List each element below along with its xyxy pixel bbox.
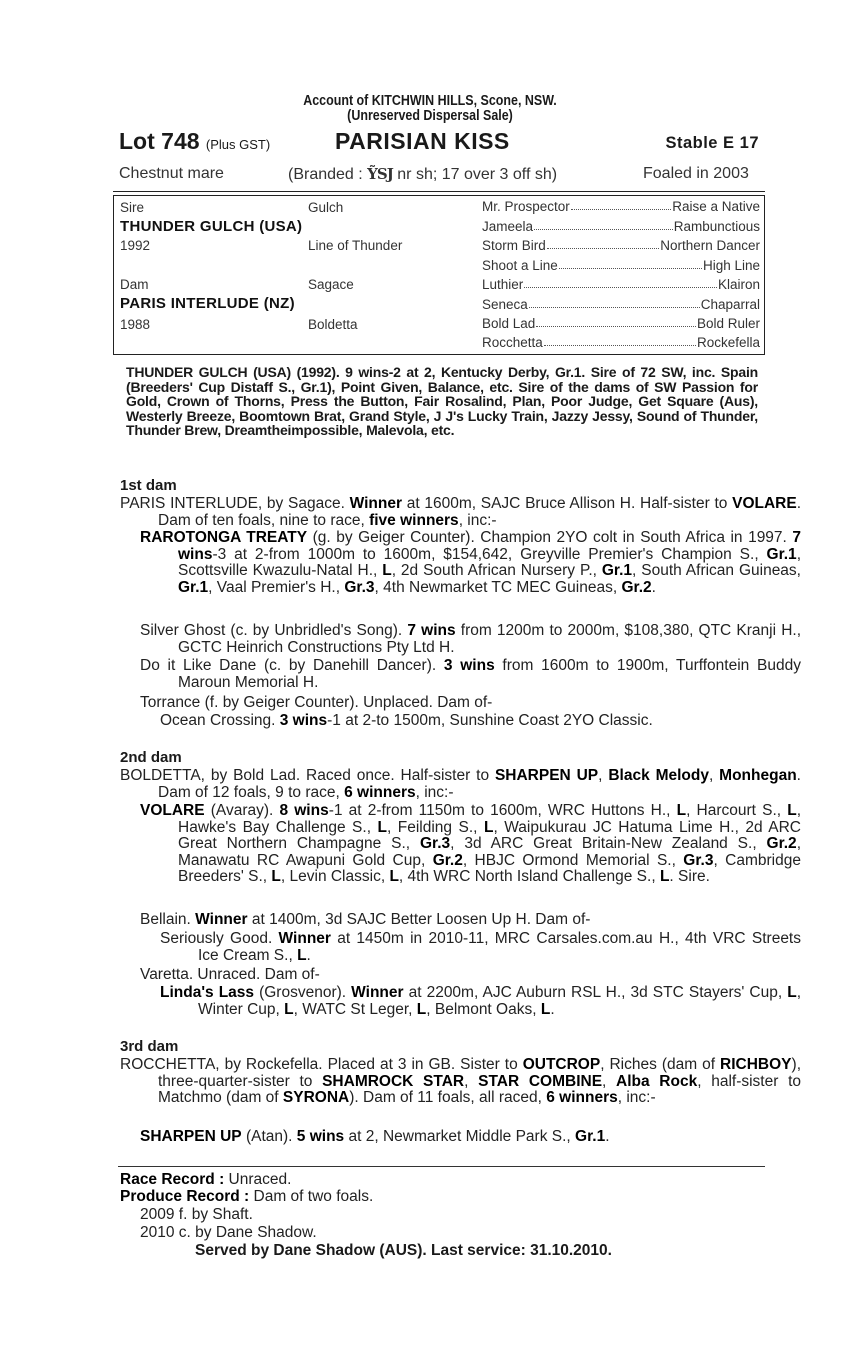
sale-type: (Unreserved Dispersal Sale) (347, 108, 513, 124)
gen3-right: Bold Ruler (696, 316, 760, 331)
lot-number (119, 128, 270, 155)
gen3-left: Jameela (482, 219, 534, 234)
gen3-right: Chaparral (700, 297, 760, 312)
vendor-account: Account of KITCHWIN HILLS, Scone, NSW. (303, 93, 557, 109)
progeny-entry: Silver Ghost (c. by Unbridled's Song). 7 wins from 1200m to 2000m, $108,380, QTC Kranji H., GCTC Heinrich Constructions Pty Ltd H. (140, 622, 801, 656)
leader-dots (559, 267, 702, 269)
second-dam-entry: BOLDETTA, by Bold Lad. Raced once. Half-sister to SHARPEN UP, Black Melody, Monhegan. Dam of 12 foals, 9 to race, 6 winners, inc:- (120, 767, 801, 801)
gen3-row (482, 238, 760, 253)
produce-record-label: Produce Record : (120, 1188, 250, 1205)
race-record (120, 1171, 291, 1189)
gst-note: (Plus GST) (205, 137, 271, 152)
dam-dam: Boldetta (308, 317, 358, 332)
first-dam-entry: PARIS INTERLUDE, by Sagace. Winner at 1600m, SAJC Bruce Allison H. Half-sister to VOLARE. Dam of ten foals, nine to race, five winners, inc:- (120, 495, 802, 529)
sire-year: 1992 (120, 238, 151, 253)
brand-suffix: nr sh; 17 over 3 off sh) (397, 166, 558, 183)
sire-label: Sire (120, 200, 145, 215)
progeny-entry: Bellain. Winner at 1400m, 3d SAJC Better Loosen Up H. Dam of- (140, 911, 591, 928)
first-dam-heading: 1st dam (120, 477, 177, 494)
lot-label: Lot 748 (119, 128, 200, 154)
progeny-entry: Seriously Good. Winner at 1450m in 2010-11, MRC Carsales.com.au H., 4th VRC Streets Ice Cream S., L. (160, 930, 801, 964)
gen3-row (482, 297, 760, 312)
sire-sire: Gulch (308, 200, 344, 215)
third-dam-entry: ROCCHETTA, by Rockefella. Placed at 3 in GB. Sister to OUTCROP, Riches (dam of RICHBOY), three-quarter-sister to SHAMROCK STAR, STAR COMBINE, Alba Rock, half-sister to Matchmo (dam of SYRONA). Dam of 11 foals, all raced, 6 winners, inc:- (120, 1056, 802, 1106)
gen3-right: High Line (702, 258, 760, 273)
gen3-left: Luthier (482, 277, 524, 292)
progeny-entry: Ocean Crossing. 3 wins-1 at 2-to 1500m, Sunshine Coast 2YO Classic. (160, 712, 653, 729)
second-dam-heading: 2nd dam (120, 749, 182, 766)
stable-number: Stable E 17 (665, 134, 759, 152)
sire-summary: THUNDER GULCH (USA) (1992). 9 wins-2 at 2, Kentucky Derby, Gr.1. Sire of 72 SW, inc. Spain (Breeders' Cup Distaff S., Gr.1), Point Given, Balance, etc. Sire of the dams of SW Passion for Gold, Crown of Thorns, Press the Button, Fair Rosalind, Plan, Poor Judge, Get Square (Aus), Westerly Breeze, Boomtown Brat, Grand Style, J J's Lucky Train, Jazzy Jessy, Sound of Thunder, Thunder Brew, Dreamtheimpossible, Malevola, etc. (126, 364, 758, 438)
race-record-value: Unraced. (228, 1171, 292, 1188)
leader-dots (544, 344, 696, 346)
leader-dots (536, 325, 696, 327)
service-note: Served by Dane Shadow (AUS). Last service: 31.10.2010. (195, 1242, 612, 1259)
section-divider (118, 1166, 765, 1167)
progeny-entry: Linda's Lass (Grosvenor). Winner at 2200m, AJC Auburn RSL H., 3d STC Stayers' Cup, L, Winter Cup, L, WATC St Leger, L, Belmont Oaks, L. (160, 984, 801, 1018)
leader-dots (547, 247, 659, 249)
gen3-left: Bold Lad (482, 316, 536, 331)
sire-name: THUNDER GULCH (USA) (120, 218, 303, 235)
gen3-row (482, 316, 760, 331)
produce-record-value: Dam of two foals. (253, 1188, 374, 1205)
gen3-row (482, 199, 760, 214)
pedigree-top-rule (113, 191, 765, 192)
progeny-entry: Varetta. Unraced. Dam of- (140, 966, 320, 983)
gen3-left: Seneca (482, 297, 528, 312)
race-record-label: Race Record : (120, 1171, 225, 1188)
third-dam-heading: 3rd dam (120, 1038, 179, 1055)
gen3-row (482, 277, 760, 292)
gen3-row (482, 219, 760, 234)
leader-dots (534, 228, 673, 230)
produce-item: 2009 f. by Shaft. (140, 1206, 253, 1223)
leader-dots (524, 286, 717, 288)
progeny-entry: Do it Like Dane (c. by Danehill Dancer). 3 wins from 1600m to 1900m, Turffontein Buddy Maroun Memorial H. (140, 657, 801, 691)
gen3-left: Rocchetta (482, 335, 543, 350)
gen3-right: Raise a Native (672, 199, 760, 214)
gen3-right: Klairon (717, 277, 760, 292)
gen3-left: Storm Bird (482, 238, 546, 253)
colour-sex: Chestnut mare (119, 165, 224, 182)
gen3-row (482, 258, 760, 273)
brand-prefix: (Branded : (288, 166, 363, 183)
brand-mark: ỸSJ (367, 165, 393, 183)
horse-name: PARISIAN KISS (335, 128, 510, 154)
gen3-row (482, 335, 760, 350)
gen3-right: Northern Dancer (660, 238, 760, 253)
dam-year: 1988 (120, 317, 151, 332)
progeny-entry: Torrance (f. by Geiger Counter). Unplaced. Dam of- (140, 694, 493, 711)
produce-item: 2010 c. by Dane Shadow. (140, 1224, 317, 1241)
dam-name: PARIS INTERLUDE (NZ) (120, 295, 295, 312)
progeny-entry: RAROTONGA TREATY (g. by Geiger Counter). Champion 2YO colt in South Africa in 1997. 7 wins-3 at 2-from 1000m to 1600m, $154,642, Greyville Premier's Champion S., Gr.1, Scottsville Kwazulu-Natal H., L, 2d South African Nursery P., Gr.1, South African Guineas, Gr.1, Vaal Premier's H., Gr.3, 4th Newmarket TC MEC Guineas, Gr.2. (140, 529, 801, 596)
gen3-right: Rockefella (696, 335, 760, 350)
leader-dots (571, 208, 671, 210)
gen3-left: Mr. Prospector (482, 199, 570, 214)
dam-label: Dam (120, 277, 149, 292)
produce-record (120, 1188, 373, 1206)
brand-info (288, 165, 557, 184)
progeny-entry: VOLARE (Avaray). 8 wins-1 at 2-from 1150m to 1600m, WRC Huttons H., L, Harcourt S., L, Hawke's Bay Challenge S., L, Feilding S., L, Waipukurau JC Hatuma Lime H., 2d ARC Great Northern Champagne S., Gr.3, 3d ARC Great Britain-New Zealand S., Gr.2, Manawatu RC Awapuni Gold Cup, Gr.2, HBJC Ormond Memorial S., Gr.3, Cambridge Breeders' S., L, Levin Classic, L, 4th WRC North Island Challenge S., L. Sire. (140, 802, 801, 885)
foaled-year: Foaled in 2003 (643, 165, 749, 182)
gen3-right: Rambunctious (673, 219, 760, 234)
progeny-entry: SHARPEN UP (Atan). 5 wins at 2, Newmarket Middle Park S., Gr.1. (140, 1128, 610, 1145)
dam-sire: Sagace (308, 277, 354, 292)
gen3-left: Shoot a Line (482, 258, 558, 273)
leader-dots (529, 306, 700, 308)
sire-dam: Line of Thunder (308, 238, 403, 253)
